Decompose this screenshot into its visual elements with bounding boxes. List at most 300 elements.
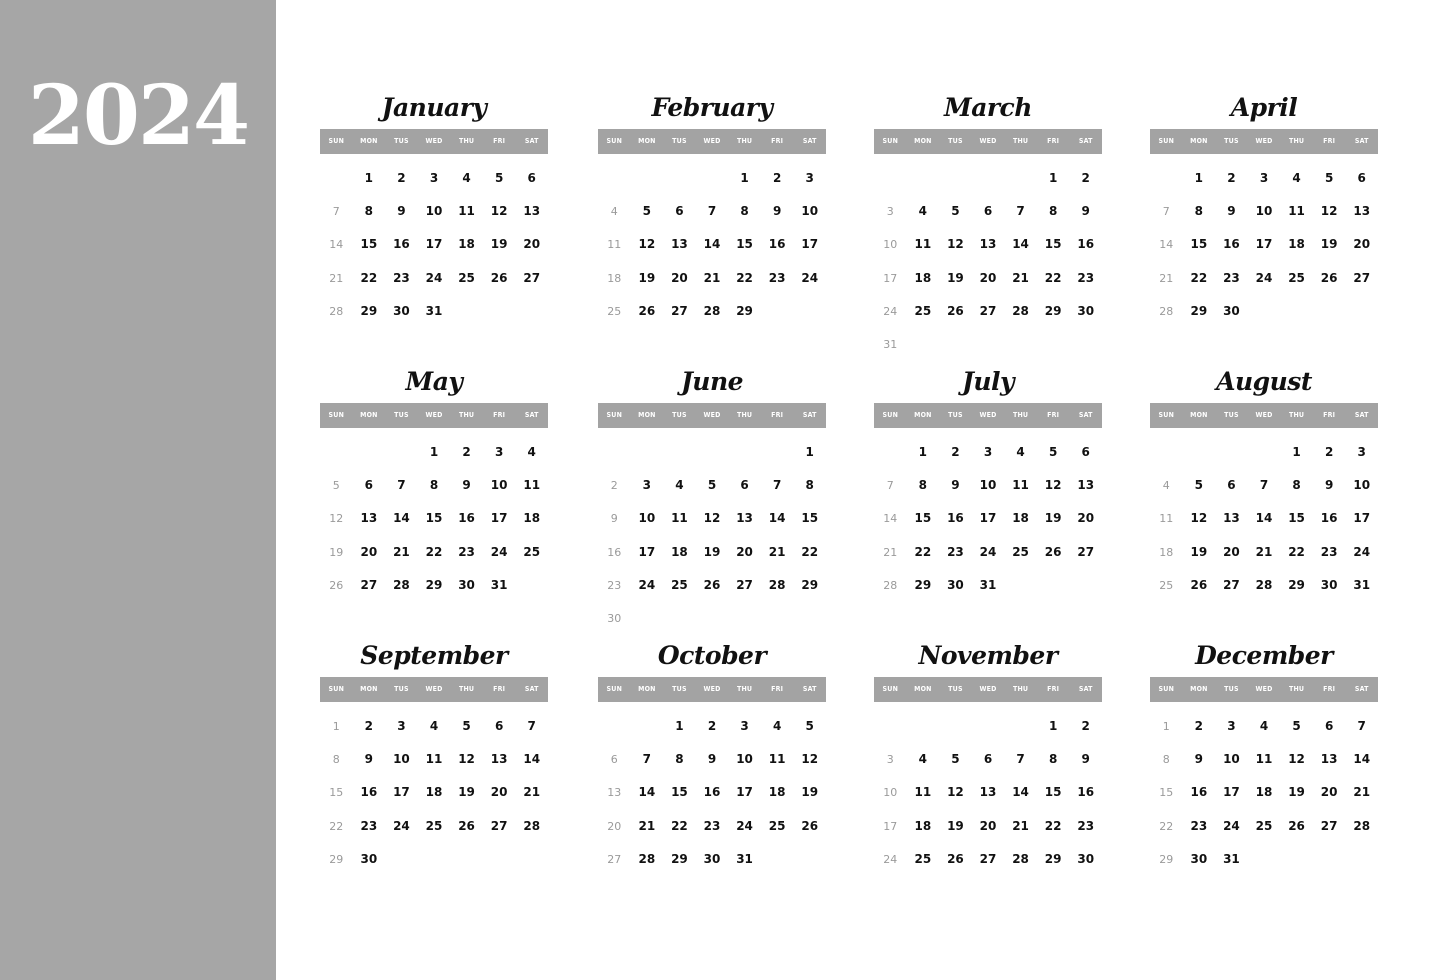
weekday-label: FRI [493, 685, 506, 693]
day-cell: 27 [360, 577, 378, 592]
day-cell: 24 [1353, 544, 1371, 559]
day-cell: 14 [329, 238, 344, 252]
day-cell: 16 [393, 237, 410, 252]
day-cell: 6 [610, 753, 618, 767]
day-cell: 30 [360, 851, 378, 866]
weekday-label: SAT [1354, 137, 1369, 145]
day-cell: 1 [1048, 171, 1058, 185]
day-cell: 16 [947, 511, 964, 526]
empty-day-cell [353, 436, 386, 469]
day-cell: 25 [671, 577, 688, 592]
day-cell: 28 [703, 303, 721, 318]
day-cell: 20 [490, 785, 508, 800]
day-cell: 10 [801, 204, 819, 219]
day-cell: 4 [772, 719, 782, 733]
day-cell: 17 [1255, 237, 1273, 252]
day-cell: 4 [675, 478, 684, 493]
weekday-label: SAT [524, 137, 539, 145]
weekday-label: SAT [1354, 685, 1369, 693]
month-october [598, 635, 826, 876]
day-cell: 28 [1012, 303, 1029, 318]
day-cell: 30 [607, 611, 622, 625]
day-cell: 8 [1194, 204, 1204, 219]
month-may [320, 361, 548, 602]
day-cell: 28 [768, 577, 786, 592]
day-cell: 8 [1162, 753, 1170, 767]
day-cell: 22 [1288, 544, 1305, 559]
weekday-label: SAT [1078, 411, 1093, 419]
day-cell: 9 [1081, 204, 1090, 219]
day-cell: 28 [1255, 577, 1273, 592]
day-cell: 7 [527, 719, 536, 733]
day-cell: 20 [671, 270, 688, 285]
day-cell: 4 [1259, 719, 1269, 733]
day-cell: 9 [772, 204, 782, 219]
day-cell: 25 [607, 304, 622, 318]
day-grid [1150, 162, 1378, 328]
day-cell: 10 [490, 478, 508, 493]
day-cell: 18 [1159, 545, 1174, 559]
day-cell: 14 [1159, 238, 1174, 252]
weekday-label: SUN [1158, 685, 1175, 693]
day-cell: 2 [1227, 171, 1236, 185]
weekday-label: SUN [882, 137, 899, 145]
day-cell: 27 [1223, 577, 1240, 592]
day-cell: 25 [1255, 818, 1273, 833]
day-cell: 2 [1081, 719, 1090, 733]
month-name: June [680, 367, 744, 396]
day-cell: 15 [1159, 786, 1174, 800]
weekday-label: TUS [1224, 137, 1239, 145]
day-cell: 27 [979, 303, 997, 318]
day-cell: 30 [703, 851, 721, 866]
month-january [320, 87, 548, 328]
day-cell: 10 [883, 786, 898, 800]
day-cell: 7 [1357, 719, 1366, 733]
day-cell: 24 [883, 304, 898, 318]
day-cell: 21 [393, 544, 410, 559]
day-cell: 6 [527, 171, 536, 185]
day-cell: 22 [1190, 270, 1208, 285]
day-cell: 19 [1190, 544, 1208, 559]
weekday-label: WED [979, 137, 997, 145]
day-cell: 15 [1044, 237, 1062, 252]
day-cell: 22 [736, 270, 753, 285]
day-cell: 11 [523, 478, 541, 493]
day-cell: 9 [462, 478, 471, 493]
day-cell: 13 [360, 511, 378, 526]
day-cell: 31 [490, 577, 508, 592]
day-cell: 16 [1077, 785, 1095, 800]
weekday-header [598, 129, 826, 154]
day-cell: 3 [429, 171, 439, 185]
day-cell: 2 [772, 171, 782, 185]
day-cell: 16 [607, 545, 622, 559]
day-cell: 29 [1288, 577, 1305, 592]
day-cell: 2 [364, 719, 374, 733]
day-cell: 20 [360, 544, 378, 559]
month-june [598, 361, 826, 635]
weekday-label: MON [638, 411, 656, 419]
day-cell: 1 [1292, 445, 1301, 459]
weekday-label: SUN [882, 411, 899, 419]
month-september [320, 635, 548, 876]
day-cell: 10 [393, 752, 410, 767]
day-cell: 4 [1292, 171, 1301, 185]
month-name: October [657, 641, 767, 670]
day-cell: 6 [1081, 445, 1090, 459]
weekday-label: MON [638, 685, 656, 693]
day-cell: 17 [979, 511, 997, 526]
weekday-label: THU [1012, 685, 1029, 693]
empty-day-cell [1183, 436, 1216, 469]
weekday-label: FRI [1323, 137, 1336, 145]
day-cell: 9 [397, 204, 406, 219]
day-cell: 2 [951, 445, 960, 459]
weekday-label: SAT [802, 411, 817, 419]
weekday-label: WED [703, 411, 721, 419]
weekday-header [320, 403, 548, 428]
day-cell: 28 [1012, 851, 1029, 866]
day-cell: 20 [1077, 511, 1095, 526]
day-cell: 11 [671, 511, 688, 526]
day-cell: 5 [462, 719, 471, 733]
day-cell: 27 [979, 851, 997, 866]
day-cell: 4 [918, 204, 928, 219]
empty-day-cell [874, 162, 907, 195]
day-cell: 16 [360, 785, 378, 800]
weekday-label: SUN [606, 685, 623, 693]
day-cell: 2 [610, 479, 618, 493]
day-cell: 3 [397, 719, 406, 733]
day-cell: 13 [1320, 752, 1338, 767]
day-cell: 1 [1048, 719, 1058, 733]
day-cell: 13 [490, 752, 508, 767]
day-cell: 20 [1320, 785, 1338, 800]
day-cell: 24 [638, 577, 656, 592]
day-cell: 7 [1162, 205, 1170, 219]
month-december [1150, 635, 1378, 876]
day-cell: 2 [1081, 171, 1090, 185]
weekday-label: THU [1288, 137, 1305, 145]
weekday-label: SAT [524, 411, 539, 419]
day-cell: 23 [768, 270, 786, 285]
empty-day-cell [631, 162, 664, 195]
weekday-label: SAT [524, 685, 539, 693]
day-cell: 26 [329, 578, 344, 592]
day-cell: 8 [740, 204, 749, 219]
day-cell: 28 [1353, 818, 1371, 833]
day-cell: 21 [1353, 785, 1371, 800]
year-sidebar [0, 0, 276, 980]
day-cell: 15 [329, 786, 344, 800]
day-cell: 12 [801, 752, 819, 767]
day-cell: 15 [914, 511, 932, 526]
day-cell: 18 [458, 237, 475, 252]
day-cell: 19 [947, 270, 964, 285]
day-cell: 31 [979, 577, 997, 592]
day-cell: 13 [671, 237, 688, 252]
day-cell: 5 [1194, 478, 1204, 493]
day-cell: 13 [736, 511, 753, 526]
month-name: December [1195, 641, 1333, 670]
weekday-header [1150, 677, 1378, 702]
day-cell: 15 [1288, 511, 1305, 526]
day-cell: 18 [1012, 511, 1029, 526]
day-cell: 16 [768, 237, 786, 252]
weekday-label: MON [914, 685, 932, 693]
day-cell: 31 [1223, 851, 1240, 866]
weekday-header [1150, 403, 1378, 428]
empty-day-cell [1215, 436, 1248, 469]
weekday-label: THU [458, 685, 475, 693]
empty-day-cell [874, 436, 907, 469]
day-cell: 5 [1324, 171, 1334, 185]
day-cell: 7 [397, 478, 406, 493]
day-cell: 3 [805, 171, 814, 185]
day-cell: 27 [1320, 818, 1338, 833]
day-cell: 15 [801, 511, 819, 526]
day-cell: 31 [1353, 577, 1371, 592]
weekday-label: MON [1190, 411, 1208, 419]
weekday-label: SUN [328, 685, 345, 693]
day-cell: 24 [1223, 818, 1240, 833]
empty-day-cell [631, 710, 664, 743]
day-cell: 16 [458, 511, 475, 526]
weekday-header [874, 677, 1102, 702]
month-march [874, 87, 1102, 361]
month-april [1150, 87, 1378, 328]
weekday-label: SAT [802, 137, 817, 145]
day-cell: 8 [918, 478, 928, 493]
weekday-label: MON [360, 137, 378, 145]
weekday-label: MON [1190, 685, 1208, 693]
month-name: February [651, 93, 773, 122]
weekday-label: TUS [394, 411, 409, 419]
weekday-label: WED [425, 137, 443, 145]
day-cell: 25 [1288, 270, 1305, 285]
weekday-label: THU [1012, 411, 1029, 419]
weekday-label: MON [638, 137, 656, 145]
day-cell: 1 [332, 720, 340, 733]
day-cell: 26 [490, 270, 508, 285]
day-cell: 21 [1255, 544, 1273, 559]
day-cell: 24 [490, 544, 508, 559]
day-cell: 26 [458, 818, 475, 833]
day-cell: 6 [740, 478, 749, 493]
day-cell: 19 [801, 785, 819, 800]
day-cell: 29 [360, 303, 378, 318]
day-cell: 22 [801, 544, 819, 559]
weekday-label: SUN [1158, 411, 1175, 419]
day-cell: 17 [425, 237, 443, 252]
day-cell: 1 [1194, 171, 1204, 185]
day-cell: 21 [638, 818, 656, 833]
day-cell: 17 [736, 785, 753, 800]
day-cell: 1 [364, 171, 374, 185]
weekday-header [874, 403, 1102, 428]
day-cell: 21 [1012, 818, 1029, 833]
day-grid [598, 436, 826, 635]
weekday-label: SAT [1078, 685, 1093, 693]
weekday-label: SAT [1078, 137, 1093, 145]
weekday-label: TUS [948, 685, 963, 693]
day-cell: 11 [1255, 752, 1273, 767]
weekday-label: FRI [493, 411, 506, 419]
day-cell: 10 [425, 204, 443, 219]
day-cell: 11 [914, 237, 932, 252]
day-cell: 22 [1044, 270, 1062, 285]
day-cell: 3 [1357, 445, 1366, 459]
empty-day-cell [1248, 436, 1281, 469]
day-cell: 27 [607, 852, 622, 866]
weekday-label: FRI [1047, 411, 1060, 419]
day-cell: 21 [523, 785, 541, 800]
day-cell: 7 [332, 205, 340, 219]
empty-day-cell [696, 162, 729, 195]
weekday-label: WED [1255, 685, 1273, 693]
day-cell: 2 [1324, 445, 1334, 459]
day-cell: 20 [1223, 544, 1240, 559]
month-name: May [405, 367, 463, 396]
weekday-label: THU [458, 411, 475, 419]
day-cell: 26 [1190, 577, 1208, 592]
weekday-label: TUS [948, 137, 963, 145]
weekday-label: MON [360, 411, 378, 419]
day-cell: 13 [979, 785, 997, 800]
day-cell: 27 [1353, 270, 1371, 285]
day-cell: 5 [642, 204, 652, 219]
day-cell: 27 [671, 303, 688, 318]
day-cell: 13 [1077, 478, 1095, 493]
empty-day-cell [761, 436, 794, 469]
day-cell: 15 [1044, 785, 1062, 800]
weekday-label: TUS [1224, 411, 1239, 419]
day-cell: 23 [703, 818, 721, 833]
day-cell: 23 [1190, 818, 1208, 833]
day-cell: 30 [1223, 303, 1240, 318]
weekday-header [598, 677, 826, 702]
weekday-label: THU [736, 685, 753, 693]
day-cell: 30 [393, 303, 410, 318]
weekday-label: FRI [1323, 685, 1336, 693]
day-cell: 26 [1320, 270, 1338, 285]
day-cell: 18 [607, 271, 622, 285]
day-cell: 8 [429, 478, 439, 493]
day-cell: 18 [523, 511, 541, 526]
day-cell: 11 [768, 752, 786, 767]
day-cell: 10 [638, 511, 656, 526]
day-cell: 17 [801, 237, 819, 252]
day-cell: 12 [329, 512, 344, 526]
weekday-header [1150, 129, 1378, 154]
day-grid [874, 710, 1102, 876]
day-cell: 22 [1159, 819, 1174, 833]
day-cell: 23 [1077, 270, 1095, 285]
day-cell: 15 [1190, 237, 1208, 252]
day-cell: 5 [1048, 445, 1058, 459]
day-cell: 30 [1077, 303, 1095, 318]
day-cell: 26 [638, 303, 656, 318]
month-name: March [944, 93, 1032, 122]
day-cell: 23 [458, 544, 475, 559]
day-cell: 12 [490, 204, 508, 219]
day-cell: 8 [1048, 204, 1058, 219]
day-cell: 5 [805, 719, 814, 733]
weekday-label: THU [736, 411, 753, 419]
day-cell: 6 [983, 204, 993, 219]
day-cell: 26 [801, 818, 819, 833]
day-cell: 11 [914, 785, 932, 800]
day-cell: 24 [393, 818, 410, 833]
day-cell: 14 [703, 237, 721, 252]
day-grid [598, 162, 826, 328]
day-cell: 28 [393, 577, 410, 592]
day-cell: 31 [425, 303, 443, 318]
day-cell: 6 [1227, 478, 1236, 493]
weekday-header [320, 677, 548, 702]
day-cell: 16 [1223, 237, 1240, 252]
day-cell: 23 [607, 578, 622, 592]
day-cell: 6 [1324, 719, 1334, 733]
day-cell: 21 [329, 271, 344, 285]
day-cell: 7 [707, 204, 717, 219]
weekday-label: SUN [606, 411, 623, 419]
day-cell: 23 [947, 544, 964, 559]
day-cell: 17 [1223, 785, 1240, 800]
weekday-label: THU [1012, 137, 1029, 145]
day-cell: 23 [1320, 544, 1338, 559]
day-cell: 10 [979, 478, 997, 493]
day-cell: 10 [883, 238, 898, 252]
month-name: January [381, 93, 487, 122]
day-cell: 28 [638, 851, 656, 866]
day-cell: 14 [1012, 237, 1029, 252]
day-cell: 4 [1016, 445, 1025, 459]
weekday-label: SAT [1354, 411, 1369, 419]
day-cell: 10 [1255, 204, 1273, 219]
weekday-label: FRI [1047, 137, 1060, 145]
weekday-label: SUN [1158, 137, 1175, 145]
day-cell: 7 [1259, 478, 1269, 493]
weekday-label: MON [914, 411, 932, 419]
day-cell: 5 [707, 478, 717, 493]
day-cell: 17 [490, 511, 508, 526]
day-cell: 19 [1320, 237, 1338, 252]
day-cell: 31 [883, 337, 898, 351]
day-cell: 4 [429, 719, 439, 733]
day-cell: 18 [914, 818, 932, 833]
day-cell: 14 [638, 785, 656, 800]
day-cell: 8 [805, 478, 814, 493]
day-cell: 2 [1194, 719, 1204, 733]
weekday-label: TUS [394, 685, 409, 693]
weekday-label: SUN [328, 137, 345, 145]
day-cell: 20 [979, 818, 997, 833]
day-cell: 29 [329, 852, 344, 866]
day-cell: 12 [638, 237, 656, 252]
weekday-label: TUS [672, 137, 687, 145]
day-cell: 23 [360, 818, 378, 833]
day-cell: 30 [458, 577, 475, 592]
day-cell: 9 [1227, 204, 1236, 219]
day-grid [320, 710, 548, 876]
day-cell: 1 [1162, 720, 1170, 733]
day-cell: 18 [1255, 785, 1273, 800]
day-cell: 28 [329, 304, 344, 318]
weekday-header [320, 129, 548, 154]
day-cell: 4 [527, 445, 536, 459]
